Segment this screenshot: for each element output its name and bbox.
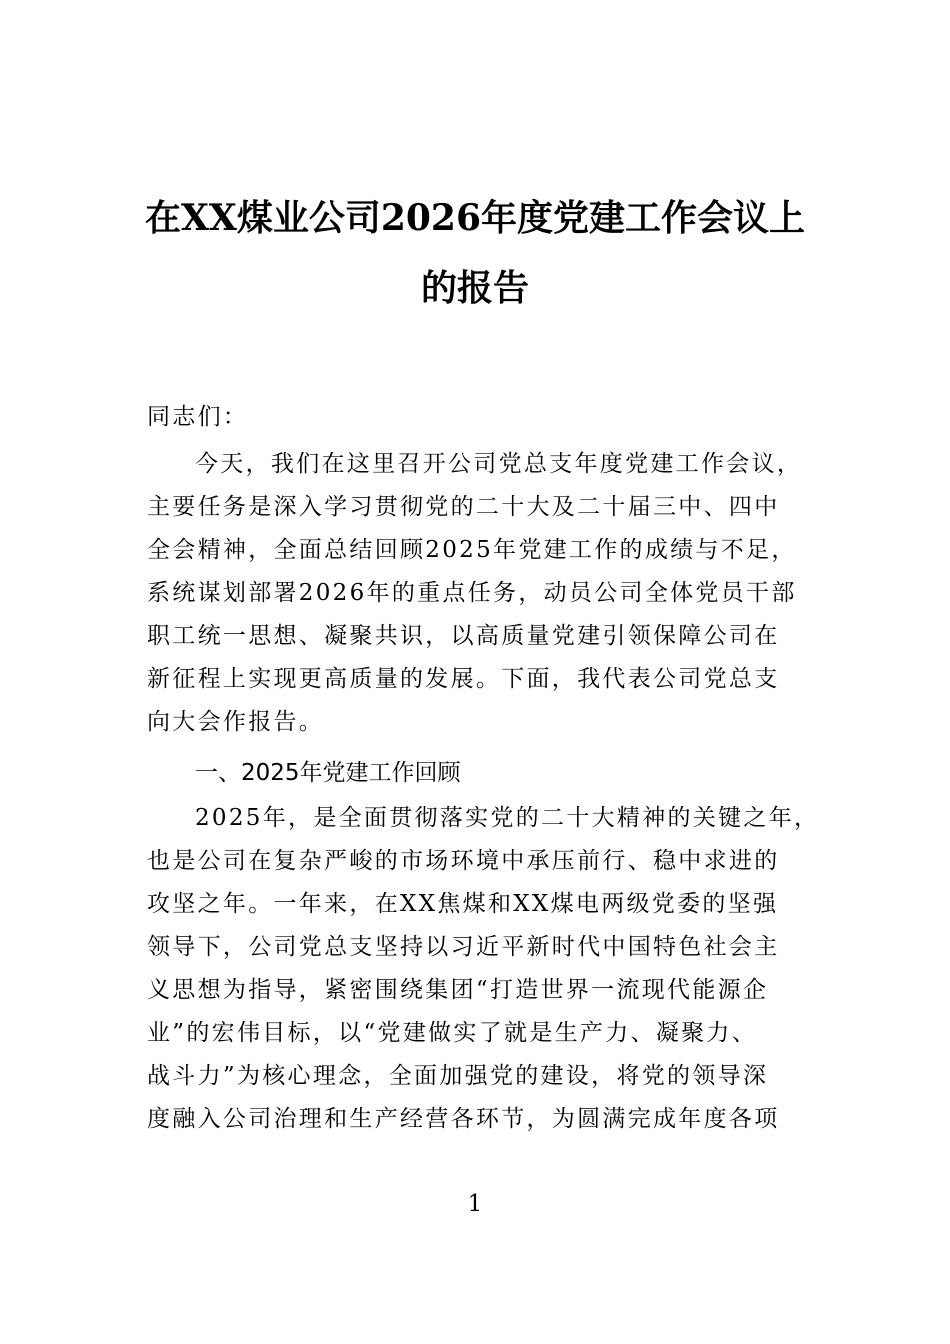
- section-1-heading: 一、2025年党建工作回顾: [195, 760, 461, 786]
- paragraph-1-line-2: 主要任务是深入学习贯彻党的二十大及二十届三中、四中: [147, 494, 780, 520]
- paragraph-2-line-2: 也是公司在复杂严峻的市场环境中承压前行、稳中求进的: [147, 848, 780, 874]
- paragraph-1-line-1: 今天，我们在这里召开公司党总支年度党建工作会议，: [195, 451, 803, 477]
- paragraph-1-line-7: 向大会作报告。: [147, 709, 325, 735]
- document-title-line-1: 在XX煤业公司2026年度党建工作会议上: [144, 197, 806, 239]
- salutation: 同志们：: [147, 404, 249, 430]
- paragraph-1-line-5: 职工统一思想、凝聚共识，以高质量党建引领保障公司在: [147, 623, 780, 649]
- paragraph-1-line-6: 新征程上实现更高质量的发展。下面，我代表公司党总支: [147, 666, 780, 692]
- paragraph-2-line-7: 战斗力”为核心理念，全面加强党的建设，将党的领导深: [147, 1063, 769, 1089]
- page-number: 1: [467, 1191, 483, 1217]
- paragraph-2-line-8: 度融入公司治理和生产经营各环节，为圆满完成年度各项: [147, 1106, 780, 1132]
- document-title-line-2: 的报告: [420, 267, 529, 309]
- paragraph-2-line-3: 攻坚之年。一年来，在XX焦煤和XX煤电两级党委的坚强: [147, 891, 779, 917]
- paragraph-1-line-4: 系统谋划部署2026年的重点任务，动员公司全体党员干部: [147, 580, 797, 606]
- paragraph-2-line-1: 2025年，是全面贯彻落实党的二十大精神的关键之年，: [195, 805, 820, 831]
- paragraph-2-line-4: 领导下，公司党总支坚持以习近平新时代中国特色社会主: [147, 934, 780, 960]
- paragraph-1-line-3: 全会精神，全面总结回顾2025年党建工作的成绩与不足，: [147, 537, 797, 563]
- paragraph-2-line-5: 义思想为指导，紧密围绕集团“打造世界一流现代能源企: [147, 977, 769, 1003]
- paragraph-2-line-6: 业”的宏伟目标，以“党建做实了就是生产力、凝聚力、: [147, 1020, 758, 1046]
